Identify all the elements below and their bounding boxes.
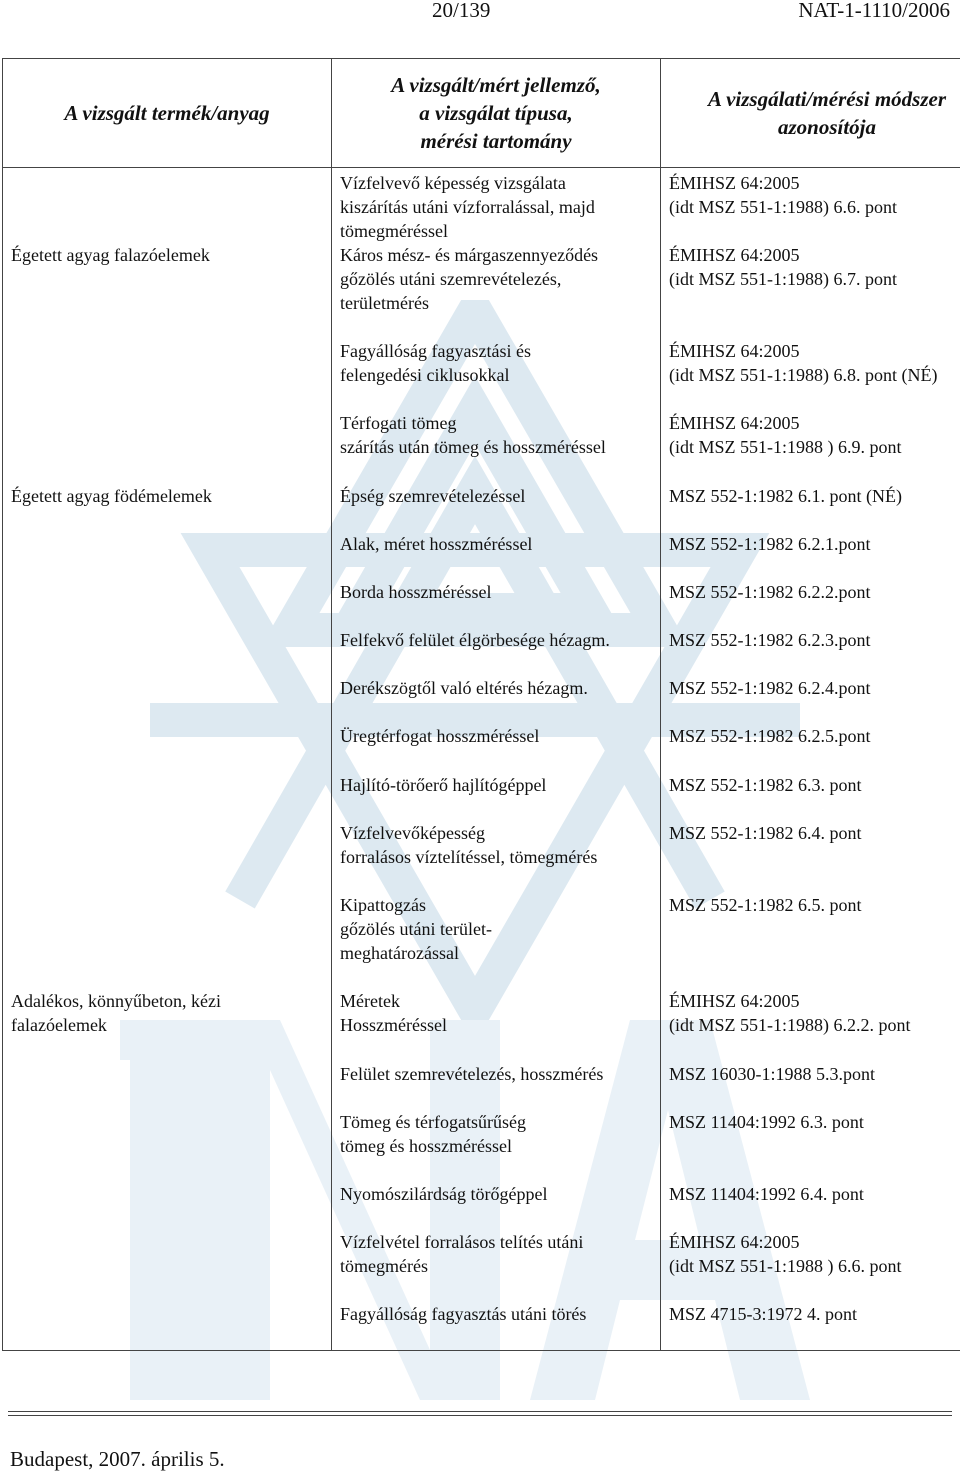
footer-date: Budapest, 2007. április 5.	[10, 1447, 225, 1471]
method-item: MSZ 552-1:1982 6.3. pont	[669, 775, 862, 795]
characteristic-item: Tömeg és térfogatsűrűség tömeg és hosszméréssel	[340, 1112, 526, 1156]
method-item: MSZ 552-1:1982 6.1. pont (NÉ)	[669, 486, 902, 506]
characteristic-item: Vízfelvétel forralásos telítés utáni tömegmérés	[340, 1232, 584, 1276]
method-item: ÉMIHSZ 64:2005 (idt MSZ 551-1:1988 ) 6.6. pont	[669, 1232, 902, 1276]
characteristic-item: Fagyállóság fagyasztási és felengedési ciklusokkal	[340, 341, 531, 385]
footer-divider	[8, 1411, 952, 1412]
characteristic-item: Méretek Hosszméréssel	[340, 991, 447, 1035]
footer-divider	[8, 1415, 952, 1416]
method-item: ÉMIHSZ 64:2005 (idt MSZ 551-1:1988) 6.2.2. pont	[669, 991, 911, 1035]
characteristic-item: Nyomószilárdság törőgéppel	[340, 1184, 548, 1204]
characteristic-item: Alak, méret hosszméréssel	[340, 534, 533, 554]
method-item: ÉMIHSZ 64:2005 (idt MSZ 551-1:1988) 6.7. pont	[669, 245, 897, 289]
header-characteristic: A vizsgált/mért jellemző, a vizsgálat típusa, mérési tartomány	[332, 59, 661, 168]
method-item: MSZ 4715-3:1972 4. pont	[669, 1304, 858, 1324]
characteristic-item: Felfekvő felület élgörbesége hézagm.	[340, 630, 610, 650]
method-item: ÉMIHSZ 64:2005 (idt MSZ 551-1:1988) 6.6. pont	[669, 173, 897, 217]
method-item: MSZ 552-1:1982 6.2.2.pont	[669, 582, 871, 602]
accreditation-table	[2, 58, 960, 1351]
characteristic-column	[332, 168, 661, 1351]
product-column	[3, 168, 332, 1351]
method-item: MSZ 552-1:1982 6.2.5.pont	[669, 726, 871, 746]
characteristic-item: Épség szemrevételezéssel	[340, 486, 526, 506]
method-item: MSZ 552-1:1982 6.2.4.pont	[669, 678, 871, 698]
characteristic-item: Felület szemrevételezés, hosszmérés	[340, 1064, 604, 1084]
product-fired-clay-masonry: Égetett agyag falazóelemek	[11, 245, 210, 265]
method-item: MSZ 11404:1992 6.3. pont	[669, 1112, 864, 1132]
method-item: ÉMIHSZ 64:2005 (idt MSZ 551-1:1988) 6.8. pont (NÉ)	[669, 341, 938, 385]
characteristic-item: Kipattogzás gőzölés utáni terület- meghatározással	[340, 895, 492, 963]
characteristic-item: Borda hosszméréssel	[340, 582, 492, 602]
characteristic-item: Hajlító-törőerő hajlítógéppel	[340, 775, 547, 795]
method-item: MSZ 16030-1:1988 5.3.pont	[669, 1064, 876, 1084]
page-number: 20/139	[432, 0, 491, 22]
characteristic-item: Vízfelvevő képesség vizsgálata kiszárítás utáni vízforralással, majd tömegméréssel Káros mész- és márgaszennyeződés gőzölés utáni szemrevételezés, területmérés	[340, 173, 599, 313]
method-item: MSZ 552-1:1982 6.2.1.pont	[669, 534, 871, 554]
header-product: A vizsgált termék/anyag	[3, 59, 332, 168]
characteristic-item: Üregtérfogat hosszméréssel	[340, 726, 540, 746]
method-item: MSZ 552-1:1982 6.4. pont	[669, 823, 862, 843]
characteristic-item: Derékszögtől való eltérés hézagm.	[340, 678, 588, 698]
product-fired-clay-floor: Égetett agyag födémelemek	[11, 486, 212, 506]
method-item: MSZ 11404:1992 6.4. pont	[669, 1184, 864, 1204]
header-method: A vizsgálati/mérési módszer azonosítója	[661, 59, 960, 168]
method-item: ÉMIHSZ 64:2005 (idt MSZ 551-1:1988 ) 6.9. pont	[669, 413, 902, 457]
characteristic-item: Fagyállóság fagyasztás utáni törés	[340, 1304, 587, 1324]
characteristic-item: Vízfelvevőképesség forralásos víztelítéssel, tömegmérés	[340, 823, 598, 867]
document-id: NAT-1-1110/2006	[798, 0, 950, 22]
characteristic-item: Térfogati tömeg szárítás után tömeg és hosszméréssel	[340, 413, 606, 457]
method-item: MSZ 552-1:1982 6.5. pont	[669, 895, 862, 915]
product-lightweight-concrete: Adalékos, könnyűbeton, kézi falazóelemek	[11, 991, 221, 1035]
method-column	[661, 168, 960, 1351]
method-item: MSZ 552-1:1982 6.2.3.pont	[669, 630, 871, 650]
